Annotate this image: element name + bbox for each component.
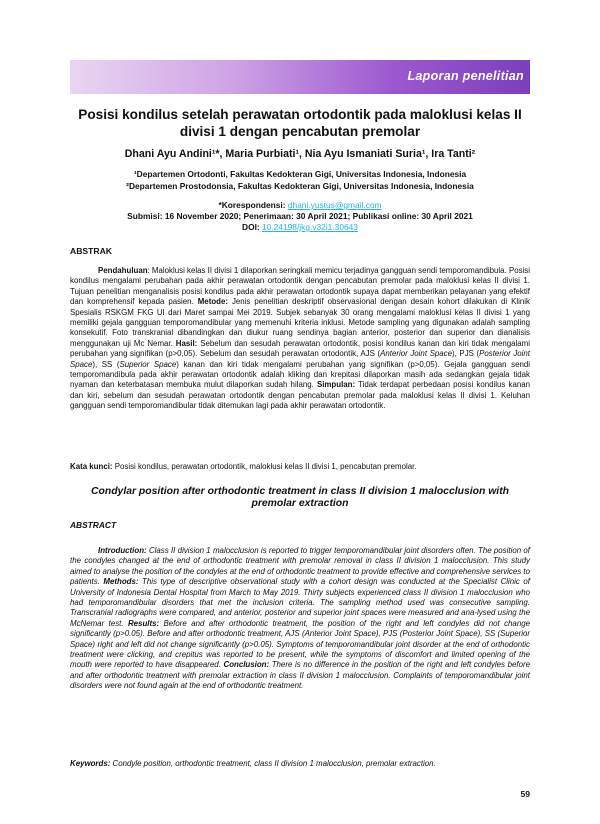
metode-text: Jenis penelitian deskriptif observasional dengan desain kohort dilakukan di Klinik Spesialis RSKGM FKG UI dari Maret sampai Mei 2019. Subjek sebanyak 30 orang mengalami maloklusi kelas II divisi 1 yang memiliki gejala gangguan temporomandibular yang memenuhi kriteria inklusi. Metode sampling yang digunakan adalah sampling konsekutif. Foto transkranial dibandingkan dan diukur ruang sendinya bagian anterior, posterior dan superior dan dianalisis menggunakan uji Mc Nemar. xyxy=(70,297,530,348)
affiliation-2: ²Departemen Prostodonsia, Fakultas Kedokteran Gigi, Universitas Indonesia, Indonesia xyxy=(126,181,474,191)
correspondence-label: *Korespondensi: xyxy=(218,200,286,210)
doi-line xyxy=(70,222,530,233)
hasil-ajs: Anterior Joint Space xyxy=(380,349,452,359)
intro-text: Class II division 1 malocclusion is reported to trigger temporomandibular joint disorders often. The position of the condyles changed at the end of orthodontic treatment with premolar removal in class II division 1 malocclusion. This study aimed to analyse the position of the condyles at the end of orthodontic treatment to provide effective and comprehensive services to patients. xyxy=(70,546,530,587)
hasil-text-3: ), SS ( xyxy=(92,359,120,369)
methods-text: This type of descriptive observational study with a cohort design was conducted at the Specialist Clinic of University of Indonesia Dental Hospital from March to May 2019. Thirty subjects experienced class II division 1 malocclusion who had temporomandibular disorders that met the inclusion criteria. The sampling method used was consecutive sampling. Transcranial radiographs were compared, and anterior, posterior and superior joint spaces were measured and ana-lysed using the McNemar test. xyxy=(70,577,531,628)
abstract-body xyxy=(70,546,530,692)
metode-label: Metode: xyxy=(197,297,228,307)
abstrak-body xyxy=(70,266,530,412)
methods-label: Methods: xyxy=(103,577,139,587)
abstract-heading: ABSTRACT xyxy=(70,520,117,530)
doi-link[interactable]: 10.24198/jkg.v32i1.30643 xyxy=(262,222,358,232)
simpulan-label: Simpulan: xyxy=(316,380,356,390)
pendahuluan-text: : Maloklusi kelas II divisi 1 dilaporkan seringkali memicu terjadinya gangguan sendi temporomandibula. Posisi kondilus mengalami perubahan pada akhir perawatan ortodontik dengan pencabutan premolar pada maloklusi kelas II divisi 1. Tujuan penelitian menganalisis posisi kondilus pada akhir perawatan ortodontik supaya dapat memberikan pelayanan yang efektif dan komprehensif kepada pasien. xyxy=(70,266,531,307)
results-text: Before and after orthodontic treatment, the position of the right and left condyles did not change significantly (p>0.05). Before and after orthodontic treatment, AJS (Anterior Joint Space), PJS (Posterior Joint Space), SS (Superior Space) right and left did not change significantly (p>0.05). Symptoms of temporomandibular joint disorder at the end of orthodontic treatment were clicking, and crepitus was reported to be present, while the symptoms of discomfort and limited opening of the mouth were reported to have disappeared. xyxy=(70,618,530,670)
affiliations xyxy=(70,168,530,192)
correspondence-email-link[interactable]: dhani.yustus@gmail.com xyxy=(287,200,382,210)
page-number: 59 xyxy=(520,789,530,799)
section-banner xyxy=(70,60,530,94)
article-title: Posisi kondilus setelah perawatan ortodontik pada maloklusi kelas II divisi 1 dengan pencabutan premolar xyxy=(78,107,522,139)
kata-kunci-label: Kata kunci: xyxy=(70,462,113,471)
correspondence xyxy=(70,200,530,211)
intro-label: Introduction: xyxy=(98,546,147,555)
keywords-value: Condyle position, orthodontic treatment, class II division 1 malocclusion, premolar extraction. xyxy=(110,759,436,768)
hasil-pjs: Posterior Joint Space xyxy=(70,349,530,369)
author-list: Dhani Ayu Andini¹*, Maria Purbiati¹, Nia Ayu Ismaniati Suria¹, Ira Tanti² xyxy=(124,148,476,160)
hasil-label: Hasil: xyxy=(175,338,198,348)
article-meta xyxy=(70,200,530,233)
affiliation-1: ¹Departemen Ortodonti, Fakultas Kedokteran Gigi, Universitas Indonesia, Indonesia xyxy=(133,169,467,179)
conclusion-label: Conclusion: xyxy=(223,660,270,670)
hasil-text-1: Sebelum dan sesudah perawatan ortodontik, posisi kondilus kanan dan kiri tidak mengalami perubahan yang signifikan (p>0,05). Sebelum dan sesudah perawatan ortodontik, AJS ( xyxy=(70,338,530,359)
simpulan-text: Tidak terdapat perbedaan posisi kondilus kanan dan kiri, sebelum dan sesudah perawatan ortodontik dengan pencabutan premolar pada maloklusi kelas II divisi 1. Keluhan gangguan sendi temporomandibular tidak ditemukan lagi pada akhir perawatan ortodontik. xyxy=(70,380,530,411)
hasil-ss: Superior Space xyxy=(119,359,177,369)
keywords-label: Keywords: xyxy=(70,759,111,768)
kata-kunci-value: Posisi kondilus, perawatan ortodontik, maloklusi kelas II divisi 1, pencabutan premolar. xyxy=(112,462,417,471)
doi-label: DOI: xyxy=(242,222,260,232)
submission-dates: Submisi: 16 November 2020; Penerimaan: 30 April 2021; Publikasi online: 30 April 2021 xyxy=(127,211,473,221)
hasil-text-4: ) kanan dan kiri tidak mengalami perubahan yang signifikan (p>0,05). Gejala gangguan sendi temporomandibula pada akhir perawatan ortodontik adalah kliking dan krepitasi dilaporkan masih ada sedangkan gejala tidak nyaman dan keterbatasan membuka mulut dilaporkan sudah hilang. xyxy=(70,359,530,390)
hasil-text-2: ), PJS ( xyxy=(452,349,480,359)
pendahuluan-label: Pendahuluan xyxy=(98,266,148,275)
conclusion-text: There is no difference in the position of the right and left condyles before and after orthodontic treatment with premolar extraction in class II division 1 malocclusion. Complaints of temporomandibular joint disorders were not found again at the end of orthodontic treatment. xyxy=(70,660,530,691)
abstrak-heading: ABSTRAK xyxy=(70,246,113,256)
english-title: Condylar position after orthodontic treatment in class II division 1 malocclusion with premolar extraction xyxy=(91,486,509,509)
results-label: Results: xyxy=(127,618,160,628)
banner-label: Laporan penelitian xyxy=(407,69,524,83)
kata-kunci xyxy=(70,462,530,471)
keywords xyxy=(70,759,530,769)
